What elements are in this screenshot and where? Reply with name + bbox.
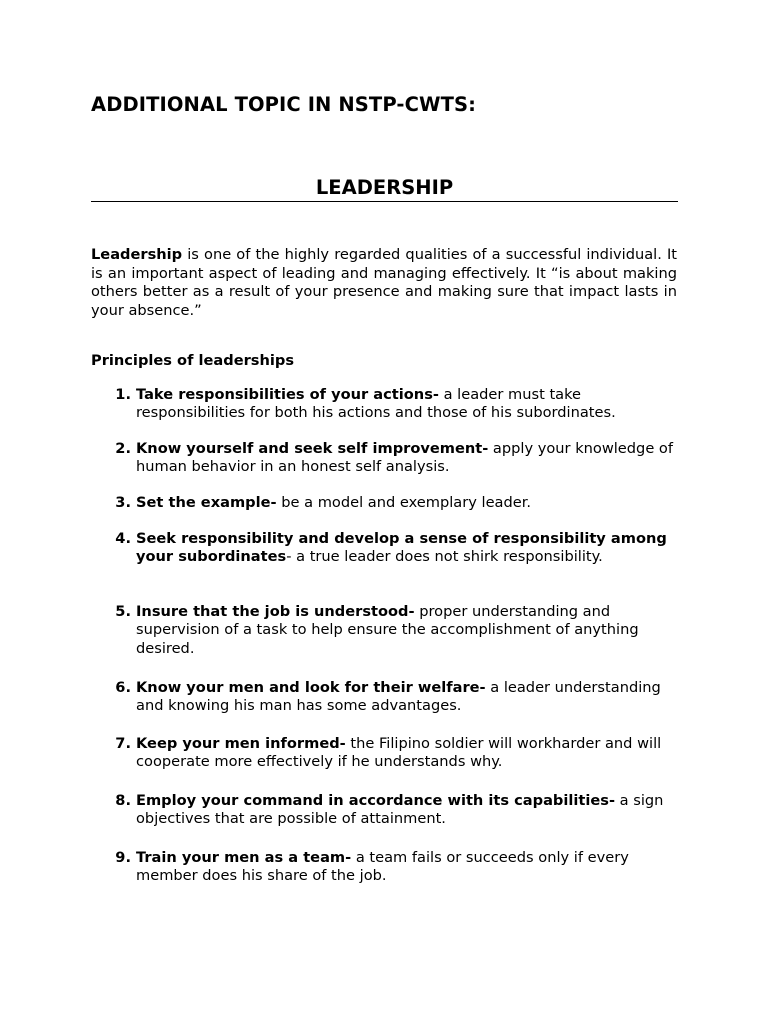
principles-heading: Principles of leaderships: [91, 352, 295, 369]
item-text: apply your knowledge of human behavior in an honest self analysis.: [136, 440, 673, 476]
item-number: 4.: [115, 530, 131, 547]
item-text: proper understanding and supervision of a task to help ensure the accomplishment of anything desired.: [136, 603, 639, 657]
item-text: a team fails or succeeds only if every member does his share of the job.: [136, 849, 629, 885]
item-title: Employ your command in accordance with its capabilities-: [136, 792, 616, 809]
item-number: 3.: [115, 494, 131, 511]
item-text: a leader must take responsibilities for both his actions and those of his subordinates.: [136, 386, 616, 422]
item-number: 5.: [115, 603, 131, 620]
item-text: be a model and exemplary leader.: [276, 494, 532, 511]
item-text: the Filipino soldier will workharder and will cooperate more effectively if he understands why.: [136, 735, 662, 771]
item-title: Know your men and look for their welfare-: [136, 679, 486, 696]
item-number: 8.: [115, 792, 131, 809]
item-title: Set the example-: [136, 494, 277, 511]
item-number: 2.: [115, 440, 131, 457]
item-text: a leader understanding and knowing his man has some advantages.: [136, 679, 661, 715]
item-number: 9.: [115, 849, 131, 866]
intro-text: is one of the highly regarded qualities of a successful individual. It is an important aspect of leading and managing effectively. It “is about making others better as a result of your presence and making sure that impact lasts in your absence.”: [91, 246, 677, 319]
item-title: Take responsibilities of your actions-: [136, 386, 439, 403]
item-title: Train your men as a team-: [136, 849, 352, 866]
page-title: LEADERSHIP: [315, 176, 454, 199]
item-number: 6.: [115, 679, 131, 696]
item-title: Know yourself and seek self improvement-: [136, 440, 489, 457]
item-text: - a true leader does not shirk responsibility.: [286, 548, 603, 566]
item-number: 7.: [115, 735, 131, 752]
title-divider: [91, 201, 678, 202]
intro-paragraph: [91, 246, 677, 320]
topic-heading: ADDITIONAL TOPIC IN NSTP-CWTS:: [91, 93, 477, 116]
item-title: Insure that the job is understood-: [136, 603, 415, 620]
item-title: Keep your men informed-: [136, 735, 346, 752]
item-number: 1.: [115, 386, 131, 403]
intro-bold-term: Leadership: [91, 246, 183, 263]
item-text: a sign objectives that are possible of attainment.: [136, 792, 664, 828]
item-title: Seek responsibility and develop a sense of responsibility among your subordinates: [136, 530, 667, 566]
